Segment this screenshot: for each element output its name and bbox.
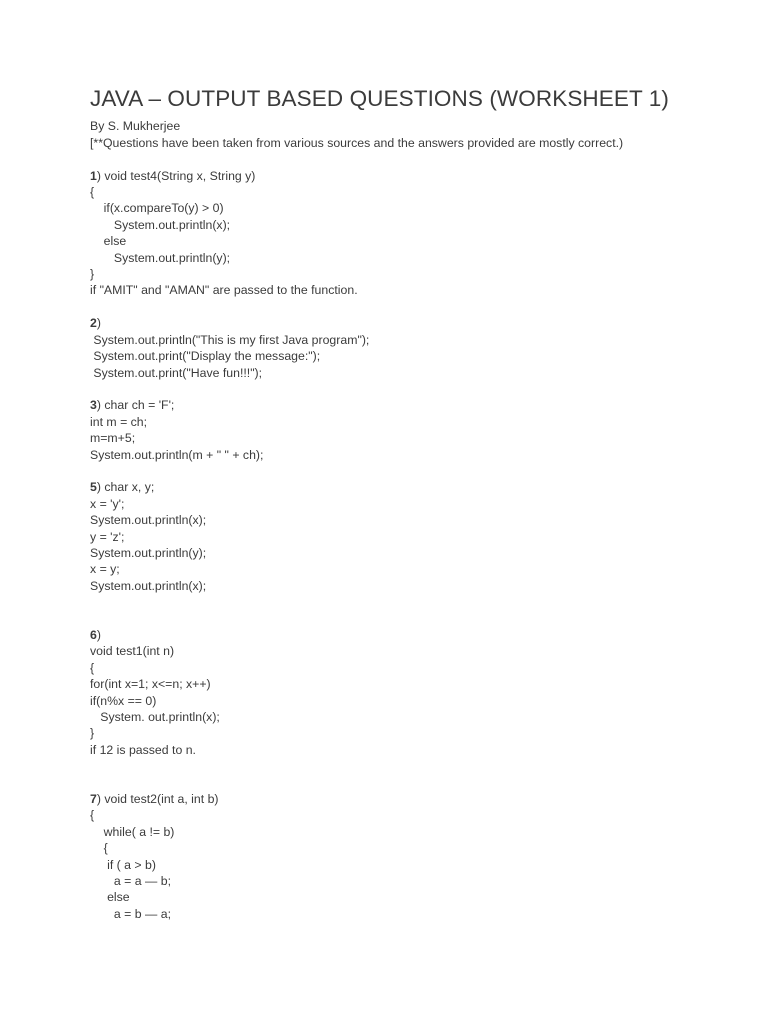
code-line: { [90,841,108,856]
code-line: if 12 is passed to n. [90,742,196,757]
question-heading-line [90,315,678,331]
question-block [90,479,678,594]
disclaimer-note: [**Questions have been taken from various sources and the answers provided are mostly correct.) [90,135,624,150]
question-number-suffix: ) [96,480,101,495]
author-byline: By S. Mukherjee [90,119,181,134]
question-block [90,397,678,463]
questions-list [90,168,678,923]
question-number: 6 [90,627,97,642]
code-line: if ( a > b) [90,857,156,872]
question-number: 3 [90,398,97,413]
code-line: System.out.println(y); [90,250,231,265]
question-number: 5 [90,480,97,495]
code-line: while( a != b) [90,824,175,839]
question-block [90,315,678,381]
question-heading-line [90,791,678,807]
code-line: System.out.println(x); [90,578,207,593]
code-line: System.out.println("This is my first Java program"); [90,332,370,347]
block-spacer [90,594,678,627]
code-line: } [90,726,95,741]
code-line: System.out.println(m + " " + ch); [90,447,264,462]
question-number-suffix: ) [96,398,101,413]
question-number: 2 [90,316,97,331]
question-number-suffix: ) [96,168,101,183]
page-title: JAVA – OUTPUT BASED QUESTIONS (WORKSHEET 1) [90,86,669,111]
question-signature: char ch = 'F'; [100,398,175,413]
question-number: 1 [90,168,97,183]
question-block [90,791,678,922]
code-line: a = a — b; [90,874,171,889]
code-line: System.out.print("Have fun!!!"); [90,365,263,380]
code-line: System.out.println(y); [90,545,207,560]
code-line: } [90,267,95,282]
question-signature: void test2(int a, int b) [100,792,219,806]
question-heading-line [90,397,678,413]
question-heading-line [90,168,678,184]
code-line: int m = ch; [90,414,148,429]
code-line: System. out.println(x); [90,709,220,724]
question-number: 7 [90,792,97,806]
block-spacer [90,463,678,479]
code-line: void test1(int n) [90,644,175,659]
code-line: x = y; [90,562,120,577]
question-number-suffix: ) [96,627,101,642]
question-heading-line [90,479,678,495]
code-line: if "AMIT" and "AMAN" are passed to the function. [90,283,358,298]
question-number-suffix: ) [96,792,101,806]
question-heading-line [90,627,678,643]
code-line: m=m+5; [90,431,136,446]
code-line: else [90,890,130,905]
code-line: { [90,185,95,200]
question-number-suffix: ) [96,316,101,331]
block-spacer [90,381,678,397]
code-line: a = b — a; [90,906,171,921]
question-signature: char x, y; [100,480,155,495]
code-line: { [90,660,95,675]
code-line: if(n%x == 0) [90,693,157,708]
code-line: for(int x=1; x<=n; x++) [90,677,211,692]
code-line: { [90,808,95,823]
question-block [90,168,678,299]
block-spacer [90,299,678,315]
code-line: System.out.println(x); [90,217,231,232]
code-line: System.out.println(x); [90,513,207,528]
question-signature: void test4(String x, String y) [100,168,256,183]
code-line: y = 'z'; [90,529,125,544]
code-line: System.out.print("Display the message:"); [90,349,321,364]
question-block [90,627,678,758]
code-line: if(x.compareTo(y) > 0) [90,201,224,216]
code-line: else [90,234,127,249]
code-line: x = 'y'; [90,496,125,511]
block-spacer [90,758,678,791]
